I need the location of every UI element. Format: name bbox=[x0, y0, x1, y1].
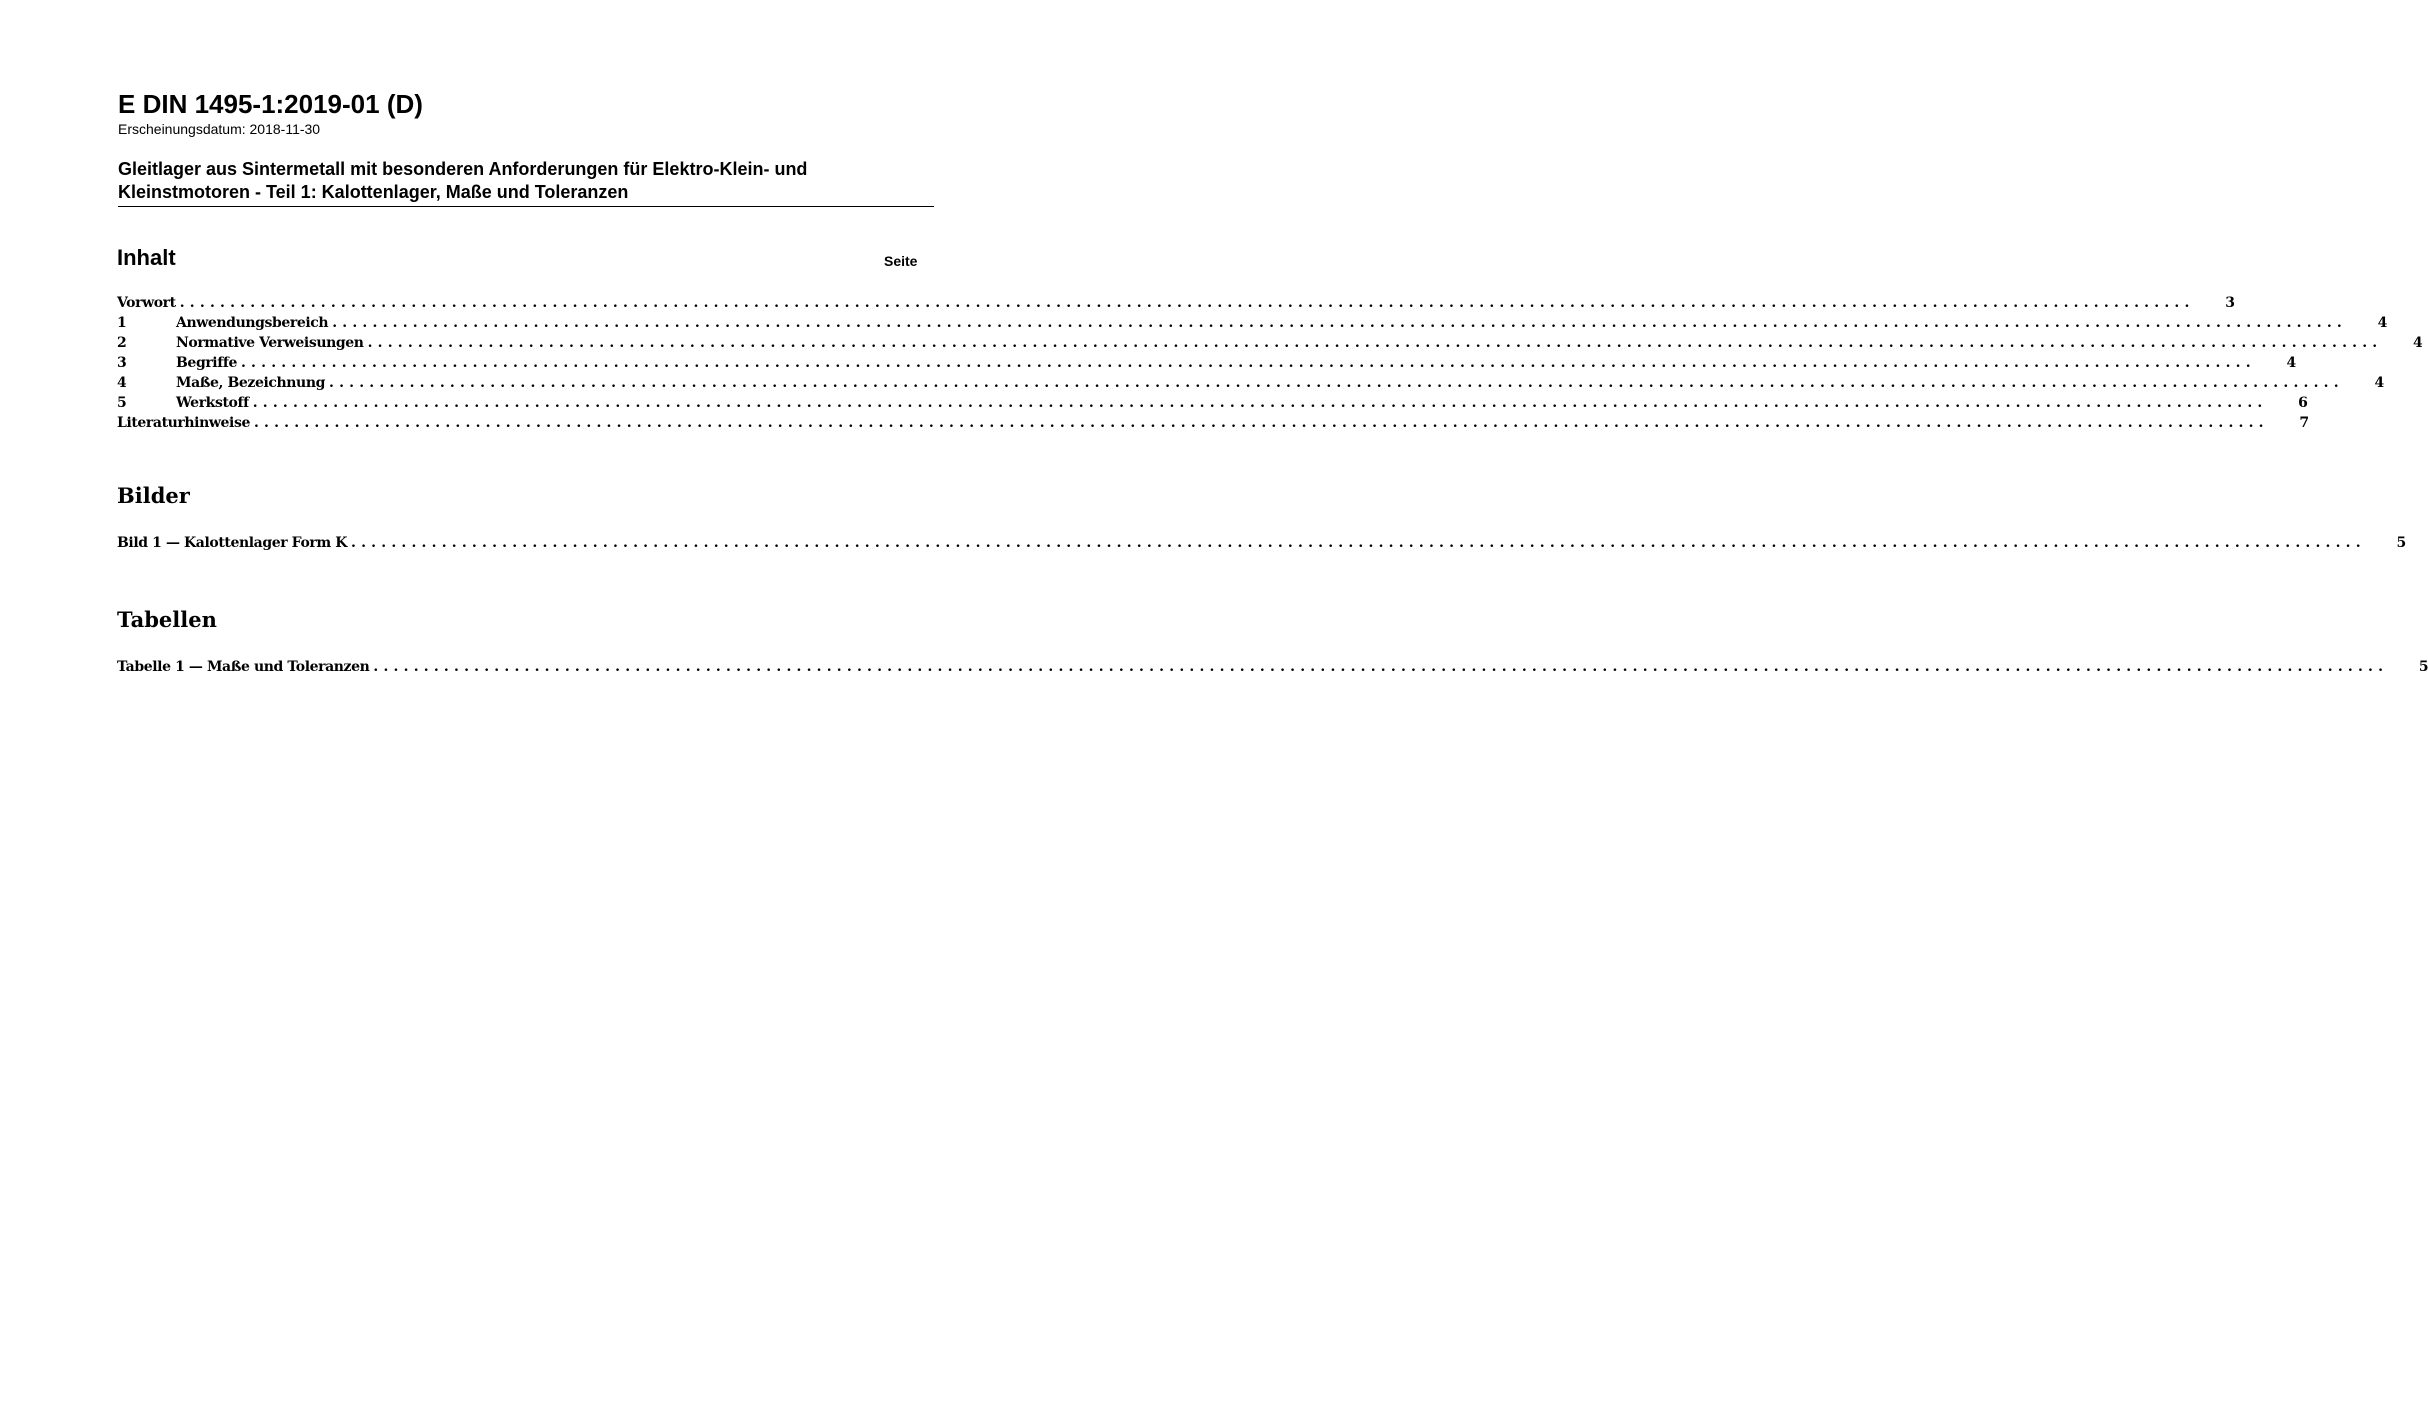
toc-entry-page: 6 bbox=[2298, 395, 2308, 411]
dot-leader: ........................................................................................................................................................................................................ bbox=[240, 355, 2256, 371]
tables-list bbox=[117, 657, 2428, 677]
document-id: E DIN 1495-1:2019-01 (D) bbox=[118, 89, 423, 119]
toc-entry-normative-verweisungen[interactable] bbox=[117, 333, 2423, 353]
dot-leader: ........................................................................................................................................................................................................ bbox=[253, 415, 2269, 431]
toc-entry-werkstoff[interactable] bbox=[117, 393, 2308, 413]
toc-entry-number: 1 bbox=[117, 315, 127, 331]
toc-entry-number: 4 bbox=[117, 375, 127, 391]
toc-entry-page: 4 bbox=[2377, 315, 2388, 331]
dot-leader: ........................................................................................................................................................................................................ bbox=[332, 315, 2348, 331]
dot-leader: ........................................................................................................................................................................................................ bbox=[367, 335, 2383, 351]
toc-entry-text: Begriffe bbox=[176, 355, 237, 371]
toc-entry-text: Literaturhinweise bbox=[117, 415, 250, 431]
contents-list bbox=[117, 293, 2423, 433]
toc-entry-masse-bezeichnung[interactable] bbox=[117, 373, 2384, 393]
toc-entry-page: 4 bbox=[2374, 375, 2384, 391]
dot-leader: ........................................................................................................................................................................................................ bbox=[252, 395, 2268, 411]
toc-entry-page: 4 bbox=[2413, 335, 2423, 351]
tables-heading: Tabellen bbox=[117, 607, 217, 632]
toc-entry-tabelle-1[interactable] bbox=[117, 657, 2428, 677]
toc-entry-text: Normative Verweisungen bbox=[176, 335, 364, 351]
toc-entry-number: 5 bbox=[117, 395, 127, 411]
dot-leader: ........................................................................................................................................................................................................ bbox=[329, 375, 2344, 391]
document-title: Gleitlager aus Sintermetall mit besonderen Anforderungen für Elektro-Klein- und Kleinstmotoren - Teil 1: Kalottenlager, Maße und Toleranzen bbox=[118, 158, 934, 207]
toc-entry-text: Vorwort bbox=[117, 295, 176, 311]
toc-entry-anwendungsbereich[interactable] bbox=[117, 313, 2388, 333]
toc-entry-page: 7 bbox=[2299, 415, 2309, 431]
document-header bbox=[118, 88, 934, 138]
toc-entry-page: 5 bbox=[2418, 659, 2428, 675]
figures-list bbox=[117, 533, 2406, 553]
toc-entry-bild-1[interactable] bbox=[117, 533, 2406, 553]
publication-date: Erscheinungsdatum: 2018-11-30 bbox=[118, 121, 321, 137]
toc-entry-text: Bild 1 — Kalottenlager Form K bbox=[117, 535, 348, 551]
toc-entry-number: 3 bbox=[117, 355, 127, 371]
dot-leader: ........................................................................................................................................................................................................ bbox=[179, 295, 2195, 311]
toc-entry-number: 2 bbox=[117, 335, 127, 351]
toc-entry-text: Tabelle 1 — Maße und Toleranzen bbox=[117, 659, 370, 675]
toc-entry-page: 5 bbox=[2396, 535, 2406, 551]
toc-entry-text: Werkstoff bbox=[176, 395, 249, 411]
figures-heading: Bilder bbox=[117, 483, 190, 508]
toc-entry-page: 3 bbox=[2225, 295, 2235, 311]
page-column-label: Seite bbox=[884, 253, 918, 269]
toc-entry-text: Anwendungsbereich bbox=[176, 315, 329, 331]
toc-entry-literaturhinweise[interactable] bbox=[117, 413, 2309, 433]
dot-leader: ........................................................................................................................................................................................................ bbox=[373, 659, 2389, 675]
toc-entry-vorwort[interactable] bbox=[117, 293, 2235, 313]
toc-entry-text: Maße, Bezeichnung bbox=[176, 375, 326, 391]
toc-entry-page: 4 bbox=[2286, 355, 2296, 371]
contents-heading: Inhalt bbox=[117, 245, 176, 270]
toc-entry-begriffe[interactable] bbox=[117, 353, 2296, 373]
dot-leader: ........................................................................................................................................................................................................ bbox=[351, 535, 2366, 551]
